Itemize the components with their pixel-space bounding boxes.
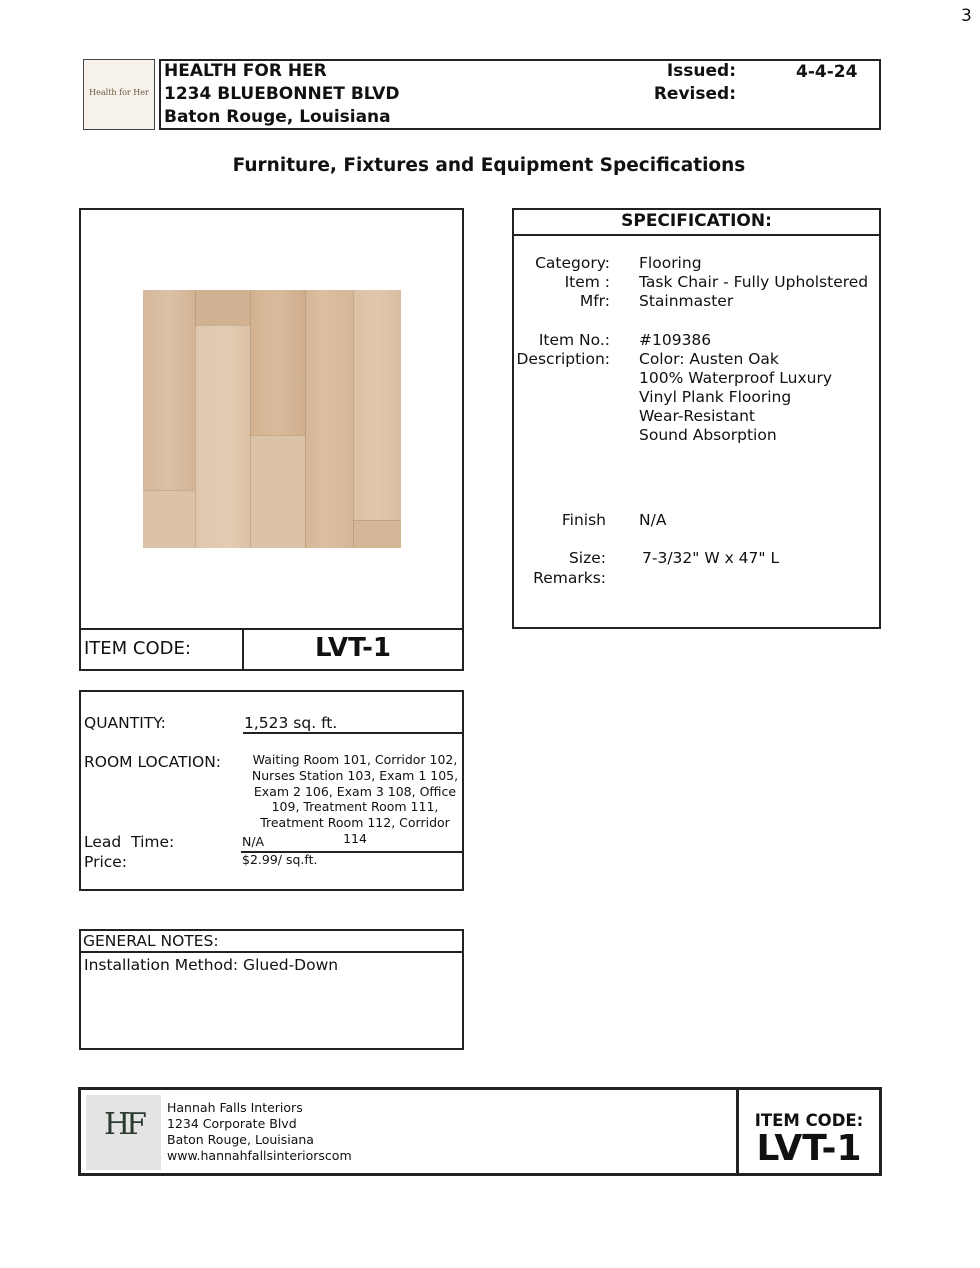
item-code-value: LVT-1: [315, 633, 391, 663]
description-line: 100% Waterproof Luxury: [639, 369, 833, 387]
flooring-sample-image: [143, 290, 401, 548]
description-line: Color: Austen Oak: [639, 350, 779, 368]
quantity-value: 1,523 sq. ft.: [244, 714, 338, 732]
issued-date: 4-4-24: [796, 62, 858, 82]
room-location-line: Treatment Room 112, Corridor 114: [260, 815, 450, 846]
designer-company: Hannah Falls Interiors: [167, 1100, 303, 1115]
size-label: Size:: [568, 549, 606, 567]
price-label: Price:: [84, 853, 128, 871]
room-location-value: [251, 752, 459, 847]
revised-label: Revised:: [653, 84, 736, 104]
description-line: Sound Absorption: [639, 426, 777, 444]
footer-item-code-value: LVT-1: [756, 1128, 862, 1169]
price-value: $2.99/ sq.ft.: [242, 852, 318, 867]
designer-logo: [86, 1095, 161, 1170]
header-block: [159, 59, 881, 130]
category-label: Category:: [535, 254, 610, 272]
client-logo-text: Health for Her: [89, 88, 149, 97]
general-notes-panel: [79, 929, 464, 1050]
room-location-label: ROOM LOCATION:: [84, 753, 222, 771]
quantity-underline: [243, 732, 462, 734]
item-code-divider: [81, 628, 462, 630]
footer-item-code-label: ITEM CODE:: [754, 1111, 864, 1130]
footer-block: [78, 1087, 882, 1176]
client-logo: [83, 59, 155, 130]
designer-address: 1234 Corporate Blvd: [167, 1116, 297, 1131]
item-label: Item :: [564, 273, 610, 291]
item-number-label: Item No.:: [538, 331, 610, 349]
specification-panel: [512, 208, 881, 629]
finish-label: Finish: [561, 511, 606, 529]
quantity-panel: [79, 690, 464, 891]
lead-time-label: Lead Time:: [84, 833, 175, 851]
finish-value: N/A: [639, 511, 667, 529]
document-title: Furniture, Fixtures and Equipment Specifications: [232, 155, 746, 176]
client-address: 1234 BLUEBONNET BLVD: [164, 84, 400, 104]
designer-website: www.hannahfallsinteriorscom: [167, 1148, 352, 1163]
quantity-label: QUANTITY:: [84, 714, 166, 732]
remarks-label: Remarks:: [533, 569, 606, 587]
lead-time-value: N/A: [242, 834, 265, 849]
designer-logo-mark: HF: [104, 1107, 143, 1142]
item-number-value: #109386: [639, 331, 712, 349]
client-name: HEALTH FOR HER: [164, 61, 327, 81]
designer-city: Baton Rouge, Louisiana: [167, 1132, 314, 1147]
manufacturer-value: Stainmaster: [639, 292, 734, 310]
page-number: 3: [961, 6, 972, 26]
specification-heading: SPECIFICATION:: [514, 210, 879, 236]
room-location-line: 109, Treatment Room 111,: [271, 799, 439, 815]
general-notes-body: Installation Method: Glued-Down: [84, 956, 339, 974]
room-location-line: Nurses Station 103, Exam 1 105,: [251, 767, 459, 783]
item-value: Task Chair - Fully Upholstered: [639, 273, 869, 291]
product-image-panel: [79, 208, 464, 671]
category-value: Flooring: [639, 254, 702, 272]
room-location-line: Waiting Room 101, Corridor 102,: [252, 752, 458, 767]
issued-label: Issued:: [666, 61, 736, 81]
size-value: 7-3/32" W x 47" L: [642, 549, 780, 567]
general-notes-heading: GENERAL NOTES:: [81, 931, 462, 953]
manufacturer-label: Mfr:: [579, 292, 610, 310]
item-code-label: ITEM CODE:: [84, 638, 191, 659]
description-line: Wear-Resistant: [639, 407, 755, 425]
room-location-line: Exam 2 106, Exam 3 108, Office: [253, 783, 457, 799]
description-line: Vinyl Plank Flooring: [639, 388, 792, 406]
client-city: Baton Rouge, Louisiana: [164, 107, 391, 127]
description-label: Description:: [516, 350, 610, 368]
